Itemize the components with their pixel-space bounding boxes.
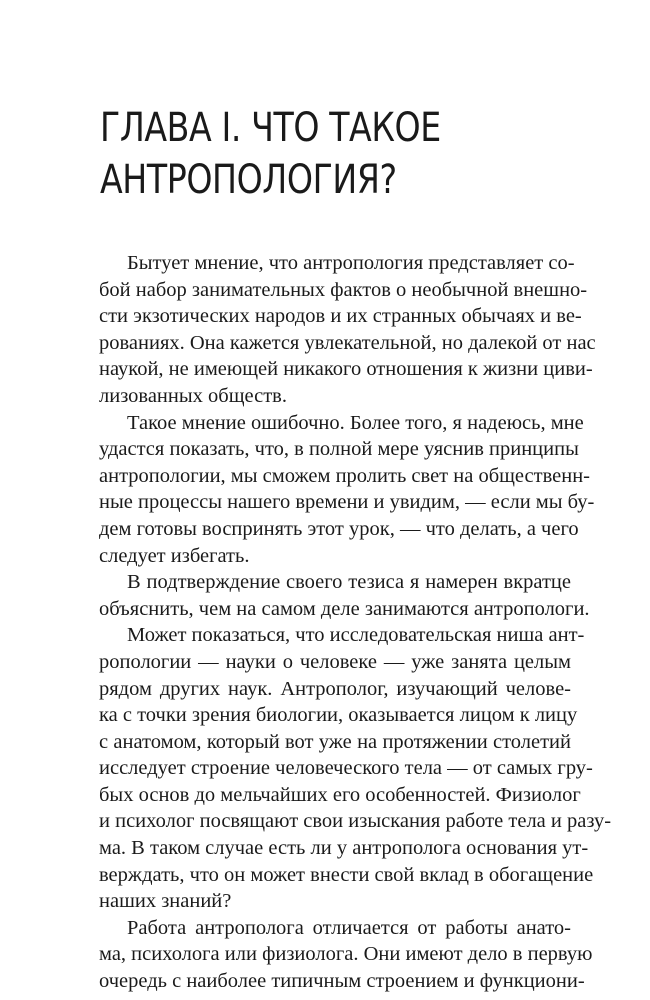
paragraph — [99, 622, 612, 915]
text-line: ные процессы нашего времени и увидим, — если мы бу- — [99, 491, 595, 514]
text-line: и психолог посвящают свои изыскания работе тела и разу- — [99, 810, 612, 833]
text-line: очередь с наиболее типичным строением и функциони- — [99, 970, 585, 993]
paragraph — [99, 569, 590, 622]
text-line: Бытует мнение, что антропология представляет со- — [127, 252, 575, 274]
text-line: антропологии, мы сможем пролить свет на общественн- — [99, 464, 591, 487]
text-line: наукой, не имеющей никакого отношения к жизни циви- — [99, 358, 593, 381]
text-line: верждать, что он может внести свой вклад в обогащение — [99, 863, 594, 886]
text-line: исследует строение человеческого тела — от самых гру- — [99, 757, 593, 780]
chapter-title-line-1: ГЛАВА I. ЧТО ТАКОЕ — [100, 105, 441, 151]
text-line: ма. В таком случае есть ли у антрополога основания ут- — [99, 837, 589, 860]
body-text — [99, 250, 612, 995]
chapter-title — [100, 102, 482, 206]
text-line: В подтверждение своего тезиса я намерен вкратце — [127, 571, 571, 594]
text-line: наших знаний? — [99, 890, 232, 913]
text-line: сти экзотических народов и их странных обычаях и ве- — [99, 305, 582, 328]
text-line: дем готовы воспринять этот урок, — что делать, а чего — [99, 517, 579, 540]
text-line: ропологии — науки о человеке — уже занята целым — [99, 650, 571, 673]
text-line: объяснить, чем на самом деле занимаются антропологи. — [99, 597, 590, 620]
text-line: удастся показать, что, в полной мере уяснив принципы — [99, 438, 579, 461]
chapter-title-line-2: АНТРОПОЛОГИЯ? — [100, 157, 397, 203]
text-line: Может показаться, что исследовательская ниша ант- — [127, 624, 585, 647]
text-line: ка с точки зрения биологии, оказывается лицом к лицу — [99, 704, 578, 727]
text-line: рованиях. Она кажется увлекательной, но далекой от нас — [99, 331, 596, 354]
text-line: ма, психолога или физиолога. Они имеют дело в первую — [99, 943, 593, 966]
text-line: Такое мнение ошибочно. Более того, я надеюсь, мне — [127, 411, 584, 434]
text-line: рядом других наук. Антрополог, изучающий челове- — [99, 677, 571, 700]
text-line: Работа антрополога отличается от работы анато- — [127, 916, 571, 939]
text-line: с анатомом, который вот уже на протяжении столетий — [99, 730, 571, 753]
text-line: бой набор занимательных фактов о необычной внешно- — [99, 278, 588, 301]
paragraph — [99, 250, 596, 410]
text-line: бых основ до мельчайших его особенностей. Физиолог — [99, 783, 581, 806]
text-line: лизованных обществ. — [99, 384, 287, 407]
text-line: следует избегать. — [99, 544, 250, 567]
paragraph — [99, 410, 595, 570]
paragraph — [99, 915, 593, 995]
